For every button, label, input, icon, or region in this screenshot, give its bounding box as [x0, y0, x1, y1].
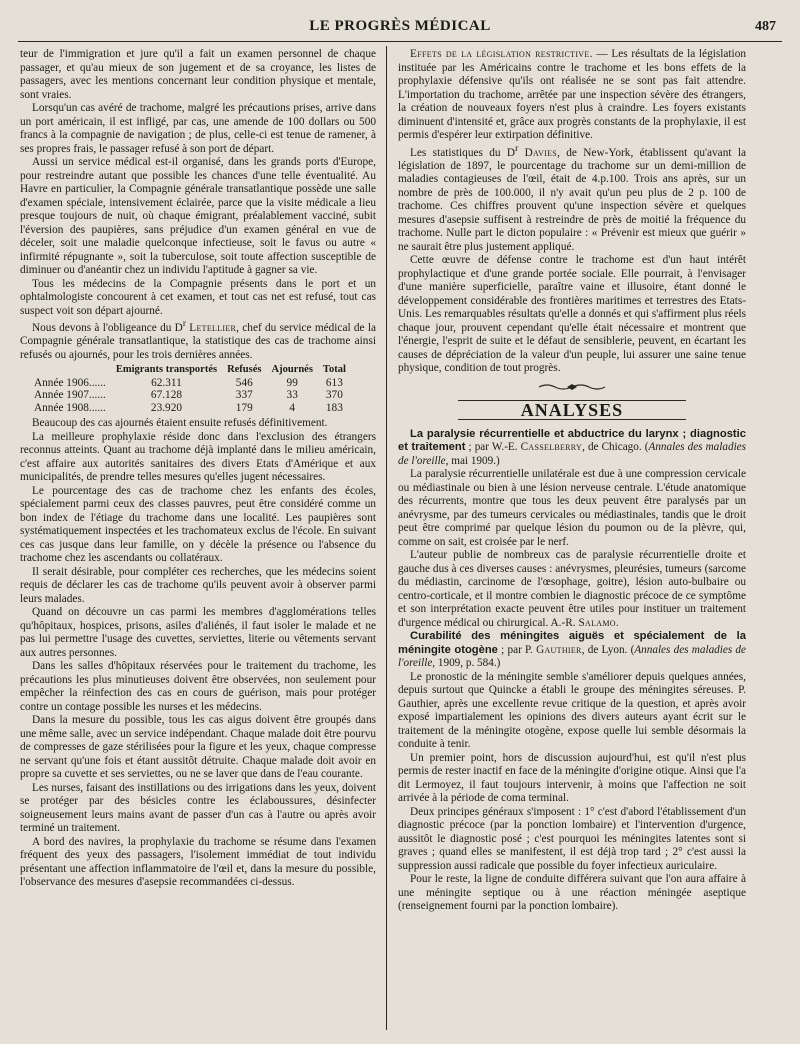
paragraph: A bord des navires, la prophylaxie du trachome se résume dans l'examen fréquent des yeux des passagers, l'isolement immédiat de tout individu présentant une affection inflammatoire de l'œil et, dans la mesure du possible, l'observance des mesures d'asepsie recommandées ci-dessus. [20, 835, 376, 889]
paragraph: Le pourcentage des cas de trachome chez les enfants des écoles, spécialement parmi ceux des classes pauvres, peut être considéré comme un bon index de l'étiage du trachome dans une localité. Les paupières sont systématiquement inspectées et les trachomateux exclus de l'école. En suivant ces cas jusque dans leur famille, on y décèle la présence ou l'absence du trachome chez les ascendants ou collatéraux. [20, 484, 376, 565]
table-cell: 67.128 [150, 389, 182, 402]
paragraph [398, 549, 746, 630]
text-run: L'auteur publie de nombreux cas de paralysie récurrentielle droite et gauche dus à ces diverses causes : anévrysmes, pleurésies, tumeurs (sarcome du médiastin, carcinome de l'œsophage, goitre), lésion auto-bulbaire ou centro-corticale, et il montre combien le diagnostic précoce de ce symptôme et son interprétation exacte peuvent être utiles pour instituer un traitement d'urgence médical ou chirurgical. [398, 549, 746, 629]
row-label: Année 1908...... [34, 401, 106, 414]
paragraph: Beaucoup des cas ajournés étaient ensuite refusés définitivement. [32, 417, 328, 430]
paragraph: Lorsqu'un cas avéré de trachome, malgré les précautions prises, arrive dans un port américain, il est infligé, par cas, une amende de 100 dollars ou 500 francs à la compagnie de navigation ; de plus, celle-ci est tenue de ramener, à ses propres frais, le passager refusé à son port de départ. [20, 102, 376, 155]
column-header: Emigrants transportés [115, 364, 218, 376]
text-run: ; par P. [497, 643, 537, 656]
table-row [34, 402, 351, 415]
page-number: 487 [755, 19, 776, 34]
journal-title: LE PROGRÈS MÉDICAL [309, 18, 491, 34]
paragraph: Les nurses, faisant des instillations ou des irrigations dans les yeux, doivent se protéger par des bésicles contre les éclaboussures, désinfecter soigneusement leurs mains avant de passer d'un cas à l'autre ou après avoir terminé un traitement. [20, 781, 376, 835]
table-cell: 183 [325, 401, 343, 414]
text-run: , de Lyon. ( [581, 643, 635, 656]
table-row [34, 377, 351, 390]
text-run: Nous devons à l'obligeance du D [32, 321, 183, 334]
signature-name: Salamo [578, 616, 616, 629]
person-name: Davies [524, 146, 558, 159]
paragraph: Pour le reste, la ligne de conduite différera suivant que l'on aura affaire à une méningite septique ou à une réaction méningée aseptique (renseignement fourni par la ponction lombaire). [398, 873, 746, 913]
superscript: r [515, 143, 519, 154]
paragraph: Il serait désirable, pour compléter ces recherches, que les médecins soient requis de déclarer les cas de trachome qu'ils peuvent avoir à observer parmi leurs malades. [20, 565, 376, 605]
right-column [398, 48, 746, 914]
article-title: Curabilité des méningites aiguës et spécialement de la méningite otogène [398, 630, 746, 656]
column-divider [386, 46, 387, 1030]
running-head [18, 18, 782, 38]
column-header: Refusés [227, 364, 262, 376]
paragraph: Deux principes généraux s'imposent : 1° c'est d'abord l'établissement d'un diagnostic précoce (par la ponction lombaire) et l'intervention d'urgence, aussitôt le diagnostic posé ; c'est pourquoi les méningites latentes sont si graves ; quand elles se manifestent, il est déjà trop tard ; 2° c'est aussi la suppression aussi radicale que possible du foyer infectieux auriculaire. [398, 805, 746, 872]
paragraph: La paralysie récurrentielle unilatérale est due à une compression cervicale ou médiastinale ou bien à une lésion nerveuse centrale. L'étude anatomique des récurrents, montre que tous les deux peuvent être paralysés par un anévrysme, par des tumeurs cervicales ou médiastinales, tandis que le droit peut être comprimé par quelque lésion du poumon ou de la plèvre, qui, comme on sait, est croisée par le nerf. [398, 468, 746, 548]
row-label: Année 1907...... [34, 389, 106, 402]
text-run: , de Chicago. ( [582, 441, 649, 454]
table-cell: 546 [235, 376, 253, 389]
header-rule [18, 41, 782, 42]
section-title: ANALYSES [458, 400, 686, 420]
paragraph [398, 48, 746, 143]
text-run: A.-R. [550, 616, 579, 629]
paragraph-lead: Effets de la législation restrictive. [410, 48, 593, 60]
table-cell: 370 [325, 389, 343, 402]
text-run: , mai 1909.) [445, 454, 500, 467]
paragraph: teur de l'immigration et jure qu'il a fait un examen personnel de chaque passager, et qu'au mieux de son jugement et de sa croyance, les listes de passagers, avec les mentions concernant leur condition physique et mentale, sont vraies. [20, 48, 376, 101]
statistics-table [34, 364, 351, 414]
column-header: Total [322, 364, 346, 376]
paragraph: Dans les salles d'hôpitaux réservées pour le traitement du trachome, les précautions les plus minutieuses doivent être observées, non seulement pour empêcher la réinfection des cas en cours de guérison, mais pour protéger contre un contage possible les nurses et les médecins. [20, 660, 376, 713]
text-run: , de New-York, établissent qu'avant la législation de 1897, le pourcentage du trachome sur un demi-million de maladies contagieuses de l'œil, était de 4.p.100. Trois ans après, sur un nombre de près de 100.000, il n'y avait qu'un peu plus de 2 p. 100 de trachome. Ces chiffres prouvent qu'une inspection sévère et quelques mesures d'asepsie suffisent à restreindre de près de moitié la fréquence du trachome. Nulle part le dicton populaire : « Prévenir est mieux que guérir » ne saurait être plus justement appliqué. [398, 146, 746, 253]
superscript: r [182, 319, 186, 329]
table-cell: 62.311 [151, 376, 182, 389]
table-cell: 99 [286, 376, 298, 389]
table-cell: 337 [235, 389, 253, 402]
author-name: Gauthier [536, 643, 582, 656]
table-row [34, 389, 351, 402]
paragraph: La meilleure prophylaxie réside donc dans l'exclusion des étrangers reconnus atteints. Quant au trachome déjà implanté dans le milieu américain, c'est affaire aux autorités sanitaires des divers Etats d'Amérique et aux municipalités, de prendre telles mesures qu'elles jugent nécessaires. [20, 430, 376, 484]
paragraph [20, 318, 376, 362]
table-cell: 4 [289, 401, 296, 414]
person-name: Letellier [189, 321, 237, 334]
table-cell: 179 [235, 401, 253, 414]
journal-source: Annales des maladies de l'oreille [398, 643, 746, 670]
column-header: Ajournés [271, 364, 313, 376]
text-run: , chef du service médical de la Compagnie générale transatlantique, la statistique des cas de trachome ainsi refusés ou ajournés, pour les trois dernières années. [20, 321, 376, 361]
article-heading [398, 428, 746, 469]
journal-source: Annales des maladies de l'oreille [398, 441, 746, 467]
text-run: ; par W.-E. [465, 441, 521, 454]
paragraph: Un premier point, hors de discussion aujourd'hui, est qu'il n'est plus permis de rester inactif en face de la méningite d'origine otique. Ainsi que l'a dit Lermoyez, il faut toujours intervenir, à moins que l'affection ne soit arrivée à la période de coma terminal. [398, 751, 746, 805]
table-header-row [34, 364, 351, 377]
paragraph: Cette œuvre de défense contre le trachome est d'un haut intérêt prophylactique et d'une grande portée sociale. Elle pourrait, à l'envisager d'une manière superficielle, paraître vaine et illusoire, étant donné le développement considérable des frontières maritimes et terrestres des Etats-Unis. Les remarquables résultats qu'elle a donnés et qui s'affirment plus réels chaque jour, prouvent cependant qu'elle était nécessaire et montrent que l'énergie, l'esprit de suite et le défaut de sensiblerie, peuvent, en écartant les causes de dépréciation de la valeur d'un peuple, lui assurer une saine tenue physique, condition de tout progrès. [398, 254, 746, 375]
text-run: , 1909, p. 584.) [432, 657, 501, 670]
table-cell: 23.920 [150, 401, 182, 414]
paragraph: Quand on découvre un cas parmi les membres d'agglomérations telles qu'hôpitaux, hospices, prisons, asiles d'aliénés, il faut isoler le malade et ne pas lui permettre l'usage des cuvettes, serviettes, literie ou vêtements servant aux autres personnes. [20, 606, 376, 659]
author-name: Casselberry [520, 441, 583, 454]
row-label: Année 1906...... [34, 376, 106, 389]
paragraph: Aussi un service médical est-il organisé, dans les grands ports d'Europe, pour restreindre autant que possible les chances d'une telle éventualité. Au Havre en particulier, la Compagnie générale transatlantique possède une salle d'examen spéciale, intensivement éclairée, parce que la visite médicale a lieu presque toujours de nuit, où chaque émigrant, préalablement vacciné, subit l'éversion des paupières, sans préjudice d'un examen général en vue de déceler, soit une maladie quelconque infectieuse, soit le favus ou autre « infirmité répugnante », soit la tuberculose, soit toute affection susceptible de diminuer ou d'anéantir chez un individu l'aptitude à gagner sa vie. [20, 156, 376, 276]
text-run: — Les résultats de la législation instituée par les Américains contre le trachome et les bons effets de la prophylaxie défensive qu'ils ont réalisée ne se sont pas fait attendre. L'importation du trachome, arrêtée par une inspection sévère des étrangers, la création de nouveaux foyers n'est plus à craindre. Les foyers existants diminuent d'intensité et, grâce aux progrès constants de la prophylaxie, il est permis d'espérer leur extirpation définitive. [398, 48, 746, 141]
article-title: La paralysie récurrentielle et abductrice du larynx ; diagnostic et traitement [398, 427, 746, 454]
paragraph: Le pronostic de la méningite semble s'améliorer depuis quelques années, depuis surtout que Quincke a établi le groupe des méningites séreuses. P. Gauthier, après une excellente revue critique de la question, et après avoir exposé impartialement les opinions des divers auteurs ayant écrit sur le traitement de la méningite otogène, expose quelle lui semble désormais la conduite à tenir. [398, 670, 746, 751]
left-column [20, 48, 376, 890]
ornament-divider [398, 382, 746, 397]
table-cell: 33 [286, 389, 298, 402]
paragraph: Tous les médecins de la Compagnie présents dans le port et un ophtalmologiste concourent à cet examen, et tout cas net est refusé, tout cas suspect voit son départ ajourné. [20, 277, 376, 317]
paragraph [398, 143, 746, 255]
table-corner [34, 364, 111, 377]
table-cell: 613 [325, 376, 343, 389]
article-heading [398, 630, 746, 671]
paragraph: Dans la mesure du possible, tous les cas aigus doivent être groupés dans une même salle, avec un service indépendant. Chaque malade doit être pourvu de compresses de gaze stérilisées pour la figure et les yeux, chaque compresse ne servant qu'une fois et étant aussitôt détruite. Chaque malade doit avoir en propre sa cuvette et ses serviettes, ou ne se laver que dans de l'eau courante. [20, 714, 376, 781]
text-run: . [615, 616, 619, 629]
signature [551, 617, 619, 629]
text-run: Les statistiques du D [410, 146, 516, 159]
flourish-icon [537, 382, 607, 392]
